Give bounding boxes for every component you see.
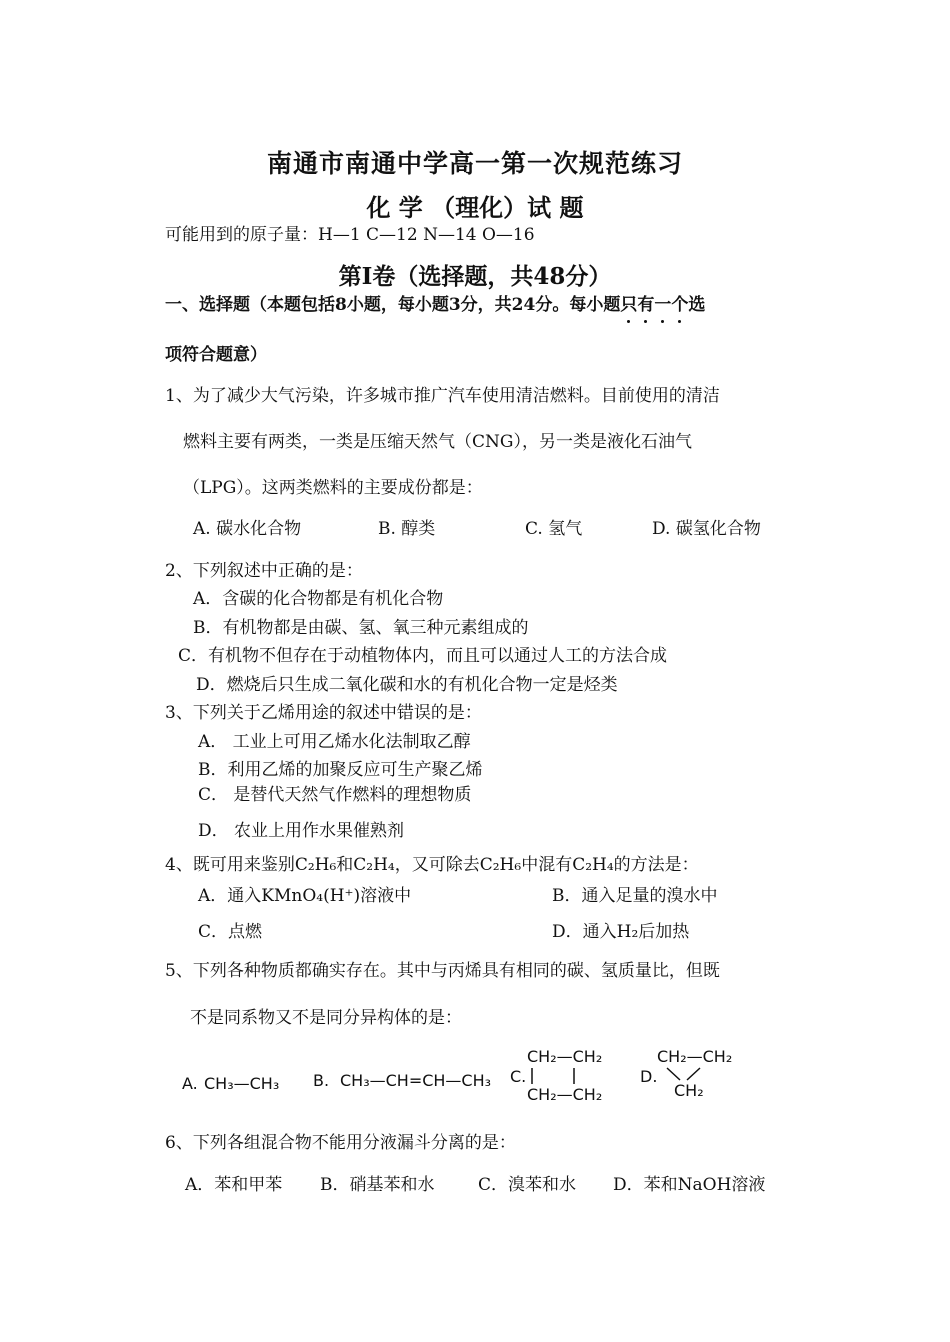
q3-option-c: C． 是替代天然气作燃料的理想物质 — [198, 785, 472, 805]
q6-option-d: D．苯和NaOH溶液 — [613, 1175, 766, 1195]
section-instruction-pre: 一、选择题（本题包括8小题，每小题3分，共24分。每小题 — [165, 295, 621, 315]
q1-option-c: C. 氢气 — [525, 519, 583, 539]
q6-stem: 6、下列各组混合物不能用分液漏斗分离的是： — [165, 1133, 516, 1153]
q5-stem-line1: 5、下列各种物质都确实存在。其中与丙烯具有相同的碳、氢质量比，但既 — [165, 961, 720, 981]
q3-option-a: A． 工业上可用乙烯水化法制取乙醇 — [198, 732, 471, 752]
q4-option-d: D．通入H₂后加热 — [552, 922, 690, 942]
q4-option-b: B．通入足量的溴水中 — [552, 886, 718, 906]
q2-stem: 2、下列叙述中正确的是： — [165, 561, 363, 581]
section-instruction-post: 选 — [688, 295, 706, 315]
q5-option-c-bottom: CH₂—CH₂ — [527, 1085, 603, 1104]
q5-structures — [170, 1040, 770, 1110]
q2-option-d: D．燃烧后只生成二氧化碳和水的有机化合物一定是烃类 — [196, 675, 618, 695]
q4-stem: 4、既可用来鉴别C₂H₆和C₂H₄，又可除去C₂H₆中混有C₂H₄的方法是： — [165, 855, 699, 875]
q1-stem-line3: （LPG）。这两类燃料的主要成份都是： — [183, 478, 483, 498]
q6-option-b: B．硝基苯和水 — [320, 1175, 435, 1195]
q5-stem-line2: 不是同系物又不是同分异构体的是： — [190, 1008, 462, 1028]
q5-option-d-top: CH₂—CH₂ — [657, 1047, 733, 1066]
emphasis-char: 一 — [654, 295, 672, 315]
q2-option-a: A．含碳的化合物都是有机化合物 — [193, 589, 444, 609]
q3-option-b: B．利用乙烯的加聚反应可生产聚乙烯 — [198, 760, 483, 780]
exam-title: 南通市南通中学高一第一次规范练习 — [266, 149, 683, 178]
section-instruction — [165, 290, 705, 315]
subject-title: 化 学 （理化）试 题 — [366, 193, 584, 222]
q5-option-d-bond-right — [687, 1068, 700, 1080]
q1-option-d: D. 碳氢化合物 — [652, 519, 761, 539]
q1-stem-line1: 1、为了减少大气污染，许多城市推广汽车使用清洁燃料。目前使用的清洁 — [165, 386, 720, 406]
emphasis-char: 有 — [637, 295, 655, 315]
q1-option-b: B. 醇类 — [378, 519, 436, 539]
atomic-mass-line: 可能用到的原子量：H—1 C—12 N—14 O—16 — [165, 225, 535, 245]
q6-option-a: A．苯和甲苯 — [185, 1175, 283, 1195]
q5-option-c-label: C. — [510, 1067, 527, 1086]
q6-option-c: C．溴苯和水 — [478, 1175, 577, 1195]
q5-option-c-top: CH₂—CH₂ — [527, 1047, 603, 1066]
q5-option-d-bond-left — [667, 1068, 680, 1080]
q2-option-c: C．有机物不但存在于动植物体内，而且可以通过人工的方法合成 — [178, 646, 668, 666]
q5-option-a-label: A. — [182, 1074, 198, 1093]
q5-option-d-bottom: CH₂ — [674, 1081, 704, 1100]
q5-option-a-formula: CH₃—CH₃ — [204, 1074, 280, 1093]
q2-option-b: B．有机物都是由碳、氢、氧三种元素组成的 — [193, 618, 529, 638]
volume-title: 第Ⅰ卷（选择题，共48分） — [338, 263, 612, 290]
q5-option-b-label: B. — [313, 1071, 330, 1090]
emphasis-char: 个 — [671, 295, 689, 315]
q3-option-d: D． 农业上用作水果催熟剂 — [198, 821, 405, 841]
q5-option-b-formula: CH₃—CH=CH—CH₃ — [340, 1071, 492, 1090]
q5-option-d-label: D. — [640, 1067, 658, 1086]
q4-option-c: C．点燃 — [198, 922, 263, 942]
emphasis-char: 只 — [620, 295, 638, 315]
q1-stem-line2: 燃料主要有两类，一类是压缩天然气（CNG），另一类是液化石油气 — [183, 432, 692, 452]
section-instruction-line2: 项符合题意） — [165, 345, 267, 365]
q3-stem: 3、下列关于乙烯用途的叙述中错误的是： — [165, 703, 482, 723]
q1-option-a: A. 碳水化合物 — [193, 519, 302, 539]
q4-option-a: A．通入KMnO₄(H⁺)溶液中 — [198, 886, 412, 906]
